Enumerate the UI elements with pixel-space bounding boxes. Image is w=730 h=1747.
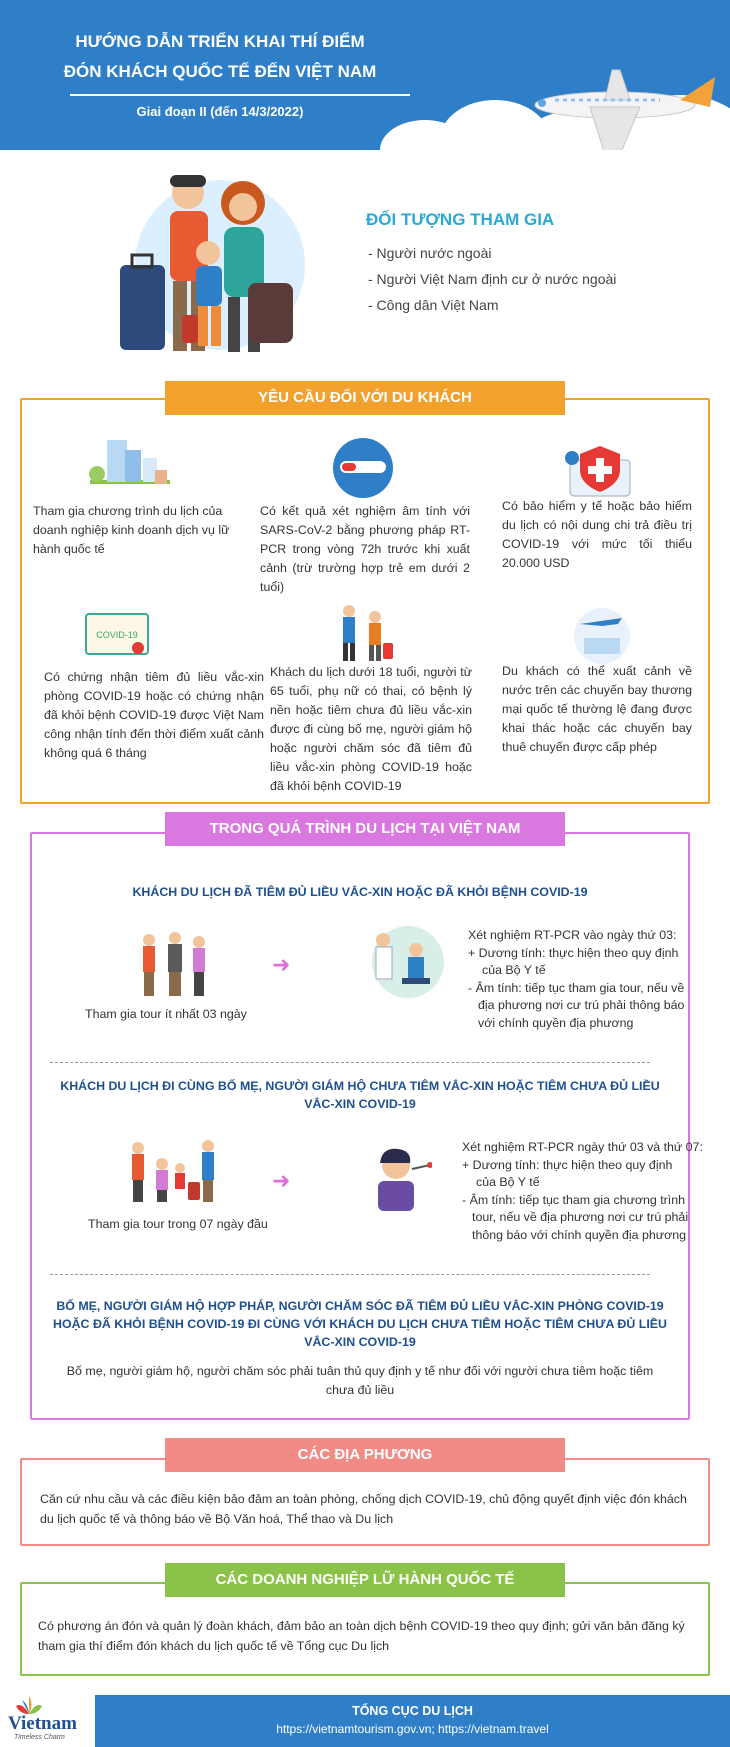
header-title-line2: ĐÓN KHÁCH QUỐC TẾ ĐẾN VIỆT NAM [63, 62, 377, 81]
group2-title-line1: KHÁCH DU LỊCH ĐI CÙNG BỐ MẸ, NGƯỜI GIÁM HỘ CHƯA TIÊM VẮC-XIN HOẶC TIÊM CHƯA ĐỦ LIỀU [60, 1079, 660, 1093]
header-title-line1: HƯỚNG DẪN TRIỂN KHAI THÍ ĐIỂM [75, 32, 365, 51]
pcr-testing-icon [358, 922, 448, 1002]
requirement-text: Có kết quả xét nghiệm âm tính với SARS-CoV-2 bằng phương pháp RT-PCR trong vòng 72h trước khi xuất cảnh (trừ trường hợp trẻ em dưới 2 tuổi) [260, 504, 470, 594]
arrow-right-icon: ➜ [272, 952, 291, 977]
group2-negative-1: - Âm tính: tiếp tục tham gia chương trình [462, 1193, 686, 1207]
test-tube-icon [330, 435, 396, 501]
group3-title-line1: BỐ MẸ, NGƯỜI GIÁM HỘ HỢP PHÁP, NGƯỜI CHĂM SÓC ĐÃ TIÊM ĐỦ LIỀU VẮC-XIN PHÒNG COVID-19 [56, 1299, 664, 1313]
group1-caption: Tham gia tour ít nhất 03 ngày [85, 1007, 247, 1021]
family-travelers-icon [118, 165, 308, 360]
office-buildings-icon [85, 430, 175, 500]
group1-positive-2: của Bộ Y tế [482, 963, 546, 977]
header-subtitle: Giai đoạn II (đến 14/3/2022) [136, 104, 304, 119]
arrow-right-icon: ➜ [272, 1168, 291, 1193]
health-insurance-icon [562, 440, 638, 500]
group3-title-line2: HOẶC ĐÃ KHỎI BỆNH COVID-19 ĐI CÙNG VỚI KHÁCH DU LỊCH CHƯA TIÊM HOẶC TIÊM CHƯA ĐỦ LIỀU [53, 1317, 667, 1331]
participant-item: - Công dân Việt Nam [368, 297, 499, 313]
group2-test-title: Xét nghiệm RT-PCR ngày thứ 03 và thứ 07: [462, 1140, 703, 1154]
requirement-text: Khách du lịch dưới 18 tuổi, người từ 65 tuổi, phụ nữ có thai, có bệnh lý nền hoặc tiêm chưa đủ liều vắc-xin được đi cùng bố mẹ, người giám hộ hoặc người chăm sóc đã tiêm đủ liều vắc-xin phòng COVID-19 hoặc đã khỏi bệnh COVID-19 [270, 665, 472, 793]
nasal-swab-test-icon [372, 1143, 432, 1213]
participant-item: - Người Việt Nam định cư ở nước ngoài [368, 271, 617, 287]
divider [50, 1062, 650, 1063]
group3-title-line3: VẮC-XIN COVID-19 [304, 1335, 416, 1349]
enterprises-banner: CÁC DOANH NGHIỆP LỮ HÀNH QUỐC TẾ [165, 1563, 565, 1597]
group2-negative-2: tour, nếu về địa phương nơi cư trú phải [472, 1210, 689, 1224]
requirement-text: Có chứng nhận tiêm đủ liều vắc-xin phòng COVID-19 hoặc có chứng nhận đã khỏi bệnh COVID-19 được Việt Nam công nhận tính đến thời điểm xuất cảnh không quá 6 tháng [44, 670, 264, 760]
header-banner [0, 0, 730, 150]
group3-body-line1: Bố mẹ, người giám hộ, người chăm sóc phải tuân thủ quy định y tế như đối với người chưa tiêm hoặc tiêm [66, 1364, 654, 1378]
footer-org: TỔNG CỤC DU LỊCH [352, 1704, 473, 1718]
requirement-text: Tham gia chương trình du lịch của doanh nghiệp kinh doanh dịch vụ lữ hành quốc tế [33, 504, 230, 556]
participant-item: - Người nước ngoài [368, 245, 492, 261]
group2-title-line2: VẮC-XIN COVID-19 [304, 1097, 416, 1111]
group2-positive-1: + Dương tính: thực hiện theo quy định [462, 1158, 673, 1172]
requirement-text: Du khách có thể xuất cảnh về nước trên các chuyến bay thương mại quốc tế thường lệ đang được khai thác hoặc các chuyến bay thuê chuyến được cấp phép [502, 664, 692, 754]
footer-bar [0, 1695, 730, 1747]
vaccine-certificate-icon [82, 608, 152, 658]
group1-positive-1: + Dương tính: thực hiện theo quy định [468, 946, 679, 960]
participants-title: ĐỐI TƯỢNG THAM GIA [366, 210, 555, 229]
group2-negative-3: thông báo với chính quyền địa phương [472, 1228, 686, 1242]
group1-negative-1: - Âm tính: tiếp tục tham gia tour, nếu về [468, 981, 685, 995]
footer-links[interactable]: https://vietnamtourism.gov.vn; https://vietnam.travel [276, 1722, 549, 1736]
vietnam-logo-tagline: Timeless Charm [14, 1734, 65, 1741]
elderly-child-travelers-icon [335, 603, 395, 663]
airplane-icon [520, 55, 720, 150]
group1-negative-2: địa phương nơi cư trú phải thông báo [478, 998, 685, 1012]
localities-body-line2: du lịch quốc tế và thông báo về Bộ Văn hoá, Thể thao và Du lịch [40, 1512, 394, 1526]
divider [50, 1274, 650, 1275]
group1-negative-3: với chính quyền địa phương [478, 1016, 634, 1030]
during-travel-banner: TRONG QUÁ TRÌNH DU LỊCH TẠI VIỆT NAM [165, 812, 565, 846]
localities-banner: CÁC ĐỊA PHƯƠNG [165, 1438, 565, 1472]
requirement-text: Có bảo hiểm y tế hoặc bảo hiểm du lịch có nội dung chi trả điều trị COVID-19 với mức tối thiểu 20.000 USD [502, 499, 692, 570]
tourist-group-icon [135, 930, 215, 1000]
vietnam-logo-text: Vietnam [8, 1713, 77, 1734]
requirements-banner: YÊU CẦU ĐỐI VỚI DU KHÁCH [165, 381, 565, 415]
header-divider [70, 94, 410, 96]
group1-title: KHÁCH DU LỊCH ĐÃ TIÊM ĐỦ LIỀU VẮC-XIN HOẶC ĐÃ KHỎI BỆNH COVID-19 [132, 885, 588, 899]
group3-body-line2: chưa đủ liều [325, 1383, 395, 1397]
enterprises-body-line2: tham gia thí điểm đón khách du lịch quốc tế về Tổng cục Du lịch [38, 1639, 390, 1653]
family-with-kids-icon [128, 1138, 223, 1206]
airport-flight-icon [572, 606, 632, 666]
localities-body-line1: Căn cứ nhu cầu và các điều kiện bảo đảm an toàn phòng, chống dịch COVID-19, chủ động quyết định việc đón khách [40, 1492, 687, 1506]
group2-caption: Tham gia tour trong 07 ngày đầu [88, 1217, 268, 1231]
enterprises-body-line1: Có phương án đón và quản lý đoàn khách, đảm bảo an toàn dịch bệnh COVID-19 theo quy định; gửi văn bản đăng ký [38, 1619, 685, 1633]
group2-positive-2: của Bộ Y tế [476, 1175, 540, 1189]
certificate-label: COVID-19 [96, 630, 138, 640]
group1-test-title: Xét nghiệm RT-PCR vào ngày thứ 03: [468, 928, 677, 942]
